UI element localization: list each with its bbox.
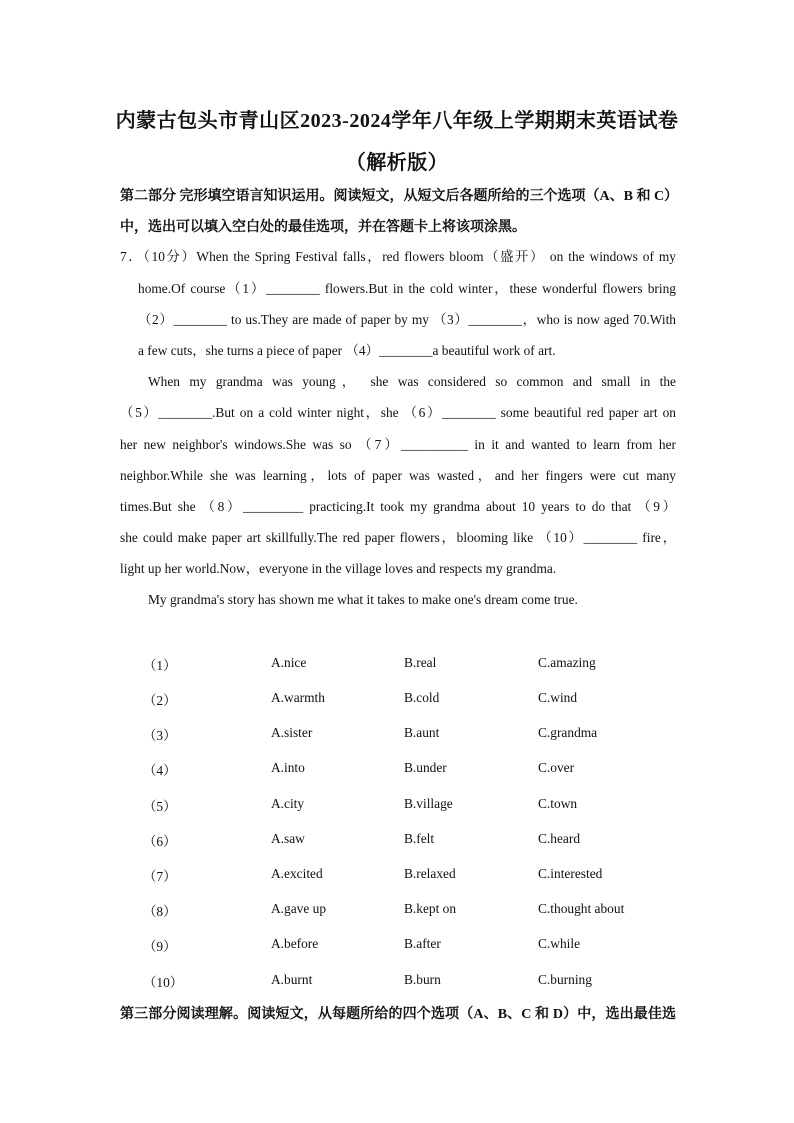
option-row — [0, 866, 794, 886]
option-row — [0, 760, 794, 780]
option-b: B.after — [404, 936, 441, 951]
part3-heading-line: 第三部分阅读理解。阅读短文，从每题所给的四个选项（A、B、C 和 D）中，选出最佳选 — [120, 1007, 676, 1022]
page-title: 内蒙古包头市青山区2023-2024学年八年级上学期期末英语试卷 — [115, 110, 679, 132]
option-a: A.city — [271, 796, 305, 811]
passage-line: （5）________.But on a cold winter night，she （6）________ some beautiful red paper art on — [120, 405, 676, 420]
passage-line: a few cuts，she turns a piece of paper （4）________a beautiful work of art. — [138, 343, 556, 358]
option-c: C.town — [538, 796, 578, 811]
option-c: C.thought about — [538, 901, 625, 916]
option-row — [0, 831, 794, 851]
passage-line: neighbor.While she was learning，lots of paper was wasted，and her fingers were cut many — [120, 468, 676, 483]
part2-heading-line: 中，选出可以填入空白处的最佳选项，并在答题卡上将该项涂黑。 — [120, 220, 526, 235]
option-number: （1） — [143, 658, 177, 673]
passage-line: home.Of course（1）________ flowers.But in the cold winter，these wonderful flowers bring — [138, 281, 676, 296]
option-row — [0, 655, 794, 675]
option-a: A.excited — [271, 866, 323, 881]
option-b: B.real — [404, 655, 437, 670]
option-a: A.nice — [271, 655, 307, 670]
option-a: A.saw — [271, 831, 305, 846]
option-b: B.burn — [404, 972, 441, 987]
option-b: B.felt — [404, 831, 435, 846]
passage-line: she could make paper art skillfully.The red paper flowers，blooming like （10）________ fire， — [120, 530, 676, 545]
option-number: （8） — [143, 904, 177, 919]
option-row — [0, 901, 794, 921]
option-a: A.burnt — [271, 972, 313, 987]
passage-line: 7．（10分）When the Spring Festival falls，red flowers bloom（盛开） on the windows of my — [120, 249, 676, 264]
option-a: A.gave up — [271, 901, 327, 916]
option-b: B.cold — [404, 690, 440, 705]
option-b: B.relaxed — [404, 866, 456, 881]
part2-instructions — [120, 181, 679, 243]
option-row — [0, 972, 794, 992]
option-c: C.while — [538, 936, 581, 951]
option-c: C.heard — [538, 831, 581, 846]
option-number: （10） — [143, 975, 184, 990]
option-number: （5） — [143, 799, 177, 814]
option-row — [0, 796, 794, 816]
passage-line: light up her world.Now，everyone in the village loves and respects my grandma. — [120, 561, 557, 576]
part3-instructions — [120, 999, 676, 1030]
option-row — [0, 936, 794, 956]
passage-line: her new neighbor's windows.She was so （7）__________ in it and wanted to learn from her — [120, 437, 676, 452]
option-number: （9） — [143, 939, 177, 954]
option-b: B.village — [404, 796, 453, 811]
passage-line: My grandma's story has shown me what it takes to make one's dream come true. — [148, 592, 578, 607]
option-number: （7） — [143, 869, 177, 884]
option-row — [0, 725, 794, 745]
option-a: A.before — [271, 936, 319, 951]
option-c: C.grandma — [538, 725, 598, 740]
passage-line: （2）________ to us.They are made of paper by my （3）________，who is now aged 70.With — [138, 312, 676, 327]
passage-line: When my grandma was young， she was considered so common and small in the — [148, 374, 676, 389]
option-a: A.sister — [271, 725, 313, 740]
option-number: （4） — [143, 763, 177, 778]
option-a: A.into — [271, 760, 305, 775]
option-number: （3） — [143, 728, 177, 743]
option-a: A.warmth — [271, 690, 325, 705]
option-c: C.interested — [538, 866, 603, 881]
option-b: B.kept on — [404, 901, 457, 916]
option-c: C.over — [538, 760, 575, 775]
option-c: C.burning — [538, 972, 592, 987]
option-row — [0, 690, 794, 710]
option-b: B.under — [404, 760, 447, 775]
part2-heading-line: 第二部分 完形填空语言知识运用。阅读短文，从短文后各题所给的三个选项（A、B 和 C） — [120, 189, 679, 204]
option-number: （2） — [143, 693, 177, 708]
passage-line: times.But she （8）_________ practicing.It took my grandma about 10 years to do that （9） — [120, 499, 676, 514]
option-number: （6） — [143, 834, 177, 849]
option-b: B.aunt — [404, 725, 440, 740]
option-c: C.wind — [538, 690, 578, 705]
option-c: C.amazing — [538, 655, 596, 670]
page-subtitle: （解析版） — [345, 152, 449, 174]
